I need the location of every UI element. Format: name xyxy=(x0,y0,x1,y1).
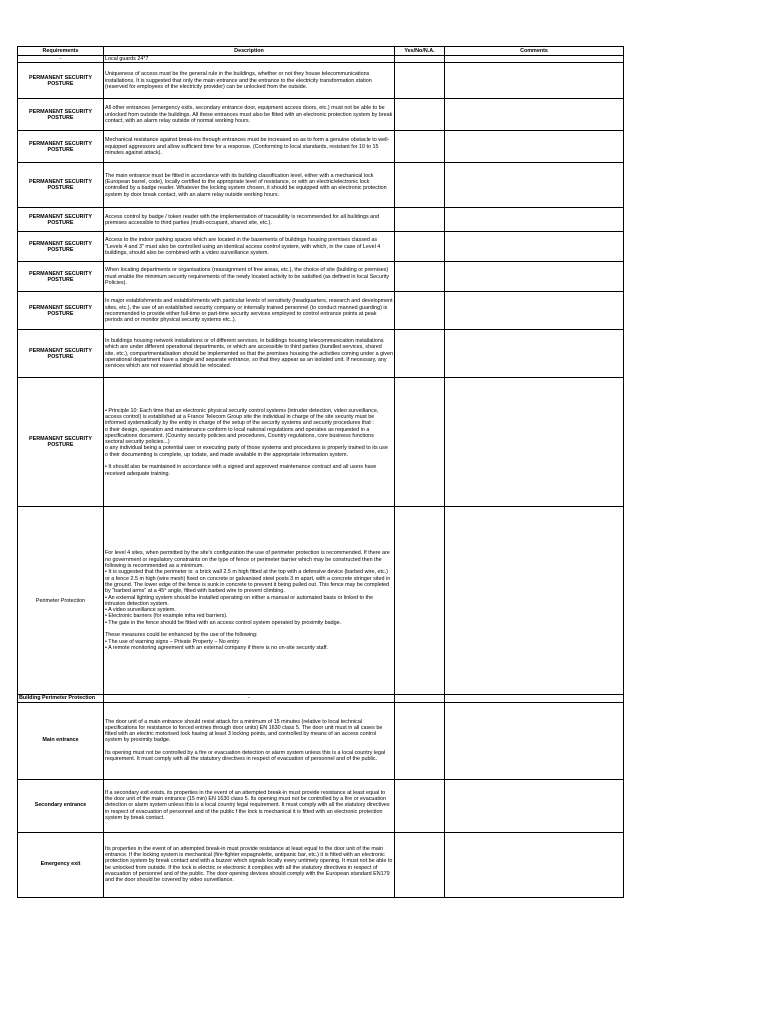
description-cell: Mechanical resistance against break-ins through entrances must be increased so as to form a genuine obstacle to well-equipped aggressors and allow sufficient time for a response. (Conforming to local standards, resistant for 10 to 15 minutes against attack). xyxy=(104,131,395,163)
yes-no-cell[interactable] xyxy=(395,292,445,330)
requirement-cell: Emergency exit xyxy=(18,832,104,897)
security-requirements-table xyxy=(17,46,624,898)
comments-cell[interactable] xyxy=(445,832,624,897)
requirement-cell: PERMANENT SECURITY POSTURE xyxy=(18,330,104,378)
table-header-row xyxy=(18,47,624,56)
yes-no-cell[interactable] xyxy=(395,378,445,507)
header-requirements: Requirements xyxy=(18,47,104,56)
yes-no-cell[interactable] xyxy=(395,262,445,292)
requirement-cell: Main entrance xyxy=(18,702,104,779)
yes-no-cell[interactable] xyxy=(395,695,445,702)
yes-no-cell[interactable] xyxy=(395,99,445,131)
table-row xyxy=(18,208,624,232)
description-cell: For level 4 sites, when permitted by the site's configuration the use of perimeter protection is recommended. If there are no government or regulatory constraints on the type of fence or perimeter barrier which may be constructed then the following is recommended as a minimum. • It is suggested that the perimeter is: a brick wall 2.5 m high fitted at the top with a defensive device (barbed wire, etc.) or a fence 2.5 m high (wire mesh) fixed on concrete or galvanised steel posts 3 m apart, with a concrete stringer sited in the ground. The lower edge of the fence is sunk in concrete to prevent it being pulled out. This fence may be completed by "barbed arms" at a 45° angle, fitted with barbed wire to prevent climbing. • An external lighting system should be installed operating on either a manual or automated basis or linked to the intrusion detection system. • A video surveillance system. • Electronic barriers (for example infra red barriers). • The gate in the fence should be fitted with an access control system operated by proximity badge. These measures could be enhanced by the use of the following: • The use of warning signs – Private Property – No entry • A remote monitoring agreement with an external company if there is no on-site security staff. xyxy=(104,507,395,695)
comments-cell[interactable] xyxy=(445,99,624,131)
requirement-cell: PERMANENT SECURITY POSTURE xyxy=(18,131,104,163)
table-row xyxy=(18,99,624,131)
section-row xyxy=(18,695,624,702)
table-row xyxy=(18,292,624,330)
description-cell: Uniqueness of access must be the general rule in the buildings, whether or not they house telecommunications installations. It is suggested that only the main entrance and the entrance to the electricity transformation station (reserved for employees of the electricity provider) can be unlocked from the outside. xyxy=(104,63,395,99)
description-cell: In major establishments and establishments with particular levels of sensitivity (headquarters, research and development sites, etc.), the use of an established security company or internally trained personnel (to conduct manned guarding) is recommended to provide either full-time or part-time security services employed to control entrance points at peak periods and or monitor physical security systems etc..). xyxy=(104,292,395,330)
table-row xyxy=(18,131,624,163)
comments-cell[interactable] xyxy=(445,702,624,779)
yes-no-cell[interactable] xyxy=(395,702,445,779)
requirement-cell: Perimeter Protection xyxy=(18,507,104,695)
table-row xyxy=(18,163,624,208)
comments-cell[interactable] xyxy=(445,63,624,99)
requirement-cell: PERMANENT SECURITY POSTURE xyxy=(18,292,104,330)
table-row xyxy=(18,262,624,292)
yes-no-cell[interactable] xyxy=(395,330,445,378)
comments-cell[interactable] xyxy=(445,232,624,262)
comments-cell[interactable] xyxy=(445,695,624,702)
comments-cell[interactable] xyxy=(445,262,624,292)
yes-no-cell[interactable] xyxy=(395,63,445,99)
table-row xyxy=(18,702,624,779)
requirement-cell: Secondary entrance xyxy=(18,779,104,832)
description-cell: Access to the indoor parking spaces which are located in the basements of buildings housing premises classed as "Levels 4 and 3" must also be controlled using an identical access control system, with which, in the case of Level 4 buildings, should also be combined with a video surveillance system. xyxy=(104,232,395,262)
requirement-cell: PERMANENT SECURITY POSTURE xyxy=(18,378,104,507)
requirement-cell: PERMANENT SECURITY POSTURE xyxy=(18,232,104,262)
requirement-cell: PERMANENT SECURITY POSTURE xyxy=(18,99,104,131)
comments-cell[interactable] xyxy=(445,56,624,63)
table-row xyxy=(18,63,624,99)
description-cell: All other entrances (emergency exits, secondary entrance door, equipment access doors, etc.) must not be able to be unlocked from outside the buildings. All these entrances must also be fitted with an electronic protection system by break contact, with an alarm relay outside of normal working hours. xyxy=(104,99,395,131)
description-cell: The main entrance must be fitted in accordance with its building classification level, either with a mechanical lock (European barrel, code), locally certified to the appropriate level of resistance, or with an electric/electronic lock controlled by a badge reader. Whatever the locking system chosen, it should be equipped with an electronic protection system by door break contact, with an alarm relay outside working hours. xyxy=(104,163,395,208)
description-cell: Local guards 24*7 xyxy=(104,56,395,63)
comments-cell[interactable] xyxy=(445,208,624,232)
table-row xyxy=(18,779,624,832)
description-cell: If a secondary exit exists, its properties in the event of an attempted break-in must provide resistance at least equal to the door unit of the main entrance (15 min) EN 1630 class 5. Its opening must not be controlled by a fire or evacuation detection or alarm system unless this is a local country legal requirement. It must comply with all the statutory directives in respect of evacuation of personnel and of the public f the lock is mechanical it is fitted with an electronic protection system by break contact. xyxy=(104,779,395,832)
requirement-cell: PERMANENT SECURITY POSTURE xyxy=(18,262,104,292)
section-title: Building Perimeter Protection xyxy=(18,695,104,702)
yes-no-cell[interactable] xyxy=(395,56,445,63)
requirement-cell: PERMANENT SECURITY POSTURE xyxy=(18,208,104,232)
header-description: Description xyxy=(104,47,395,56)
description-cell: Access control by badge / token reader with the implementation of traceability is recommended for all buildings and premises accessible to third parties (multi-occupant, shared site, etc.). xyxy=(104,208,395,232)
yes-no-cell[interactable] xyxy=(395,507,445,695)
description-cell: Its properties in the event of an attempted break-in must provide resistance at least equal to the door unit of the main entrance. If the locking system is mechanical (fire-fighter espagnolette, antipanic bar, etc.) it is fitted with an electronic protection system by break contact and with a buzzer which signals locally every untimely opening. It must not be able to be unlocked from outside. If the lock is electric or electronic it complies with all the statutory directives in respect of evacuation of personnel and of the public. The door opening devices should comply with the European standard EN179 and the door should be covered by video surveillance. xyxy=(104,832,395,897)
requirement-cell: PERMANENT SECURITY POSTURE xyxy=(18,163,104,208)
description-cell: In buildings housing network installations or of different services, in buildings housing telecommunication installations which are under different operational departments, or which are accessible to third parties (bundled services, shared site, etc.), compartmentalisation should be implemented so that the premises housing the activities coming under a given operational department have a single and separate entrance, so that they appear as an isolated unit. If necessary, any services which are not essential should be relocated. xyxy=(104,330,395,378)
yes-no-cell[interactable] xyxy=(395,131,445,163)
table-row xyxy=(18,330,624,378)
comments-cell[interactable] xyxy=(445,292,624,330)
description-cell: • Principle 10: Each time that an electronic physical security control systems (intruder detection, video surveillance, access control) is established at a France Telecom Group site the individual in charge of the site security must be informed systematically by the entity in charge of the setup of the security systems and security procedures that : o their design, operation and maintenance conform to local national regulations and operates as requested in a specifications document. (Country security policies and procedures, Country regulations, core business functions sectoral security policies...) o any individual being a potential user or executing party of those systems and procedures is properly trained to its use o their documenting is complete, up todate, and made available in the appropriate information system. • It should also be maintained in accordance with a signed and approved maintenance contract and all users have received adequate training. xyxy=(104,378,395,507)
description-cell: The door unit of a main entrance should resist attack for a minimum of 15 minutes (relative to local technical specifications for resistance to forced entries through door units) EN 1630 class 5. The door unit must in all cases be fitted with an electric motorised lock having at least 3 locking points, and controlled by means of an access control system by proximity badge. Its opening must not be controlled by a fire or evacuation detection or alarm system unless this is a local country legal requirement. It must comply with all the statutory directives in respect of evacuation of personnel and of the public. xyxy=(104,702,395,779)
comments-cell[interactable] xyxy=(445,330,624,378)
comments-cell[interactable] xyxy=(445,163,624,208)
table-row xyxy=(18,56,624,63)
yes-no-cell[interactable] xyxy=(395,208,445,232)
table-row xyxy=(18,832,624,897)
table-row xyxy=(18,378,624,507)
requirement-cell: - xyxy=(18,56,104,63)
section-description: - xyxy=(104,695,395,702)
yes-no-cell[interactable] xyxy=(395,232,445,262)
comments-cell[interactable] xyxy=(445,779,624,832)
comments-cell[interactable] xyxy=(445,131,624,163)
yes-no-cell[interactable] xyxy=(395,832,445,897)
comments-cell[interactable] xyxy=(445,378,624,507)
description-cell: When locating departments or organisations (reassignment of free areas, etc.), the choice of site (building or premises) must enable the minimum security requirements of the newly located activity to be satisfied (as defined in local Security Policies). xyxy=(104,262,395,292)
requirement-cell: PERMANENT SECURITY POSTURE xyxy=(18,63,104,99)
yes-no-cell[interactable] xyxy=(395,163,445,208)
yes-no-cell[interactable] xyxy=(395,779,445,832)
comments-cell[interactable] xyxy=(445,507,624,695)
header-yes-no: Yes/No/N.A. xyxy=(395,47,445,56)
header-comments: Comments xyxy=(445,47,624,56)
table-row xyxy=(18,232,624,262)
table-row xyxy=(18,507,624,695)
